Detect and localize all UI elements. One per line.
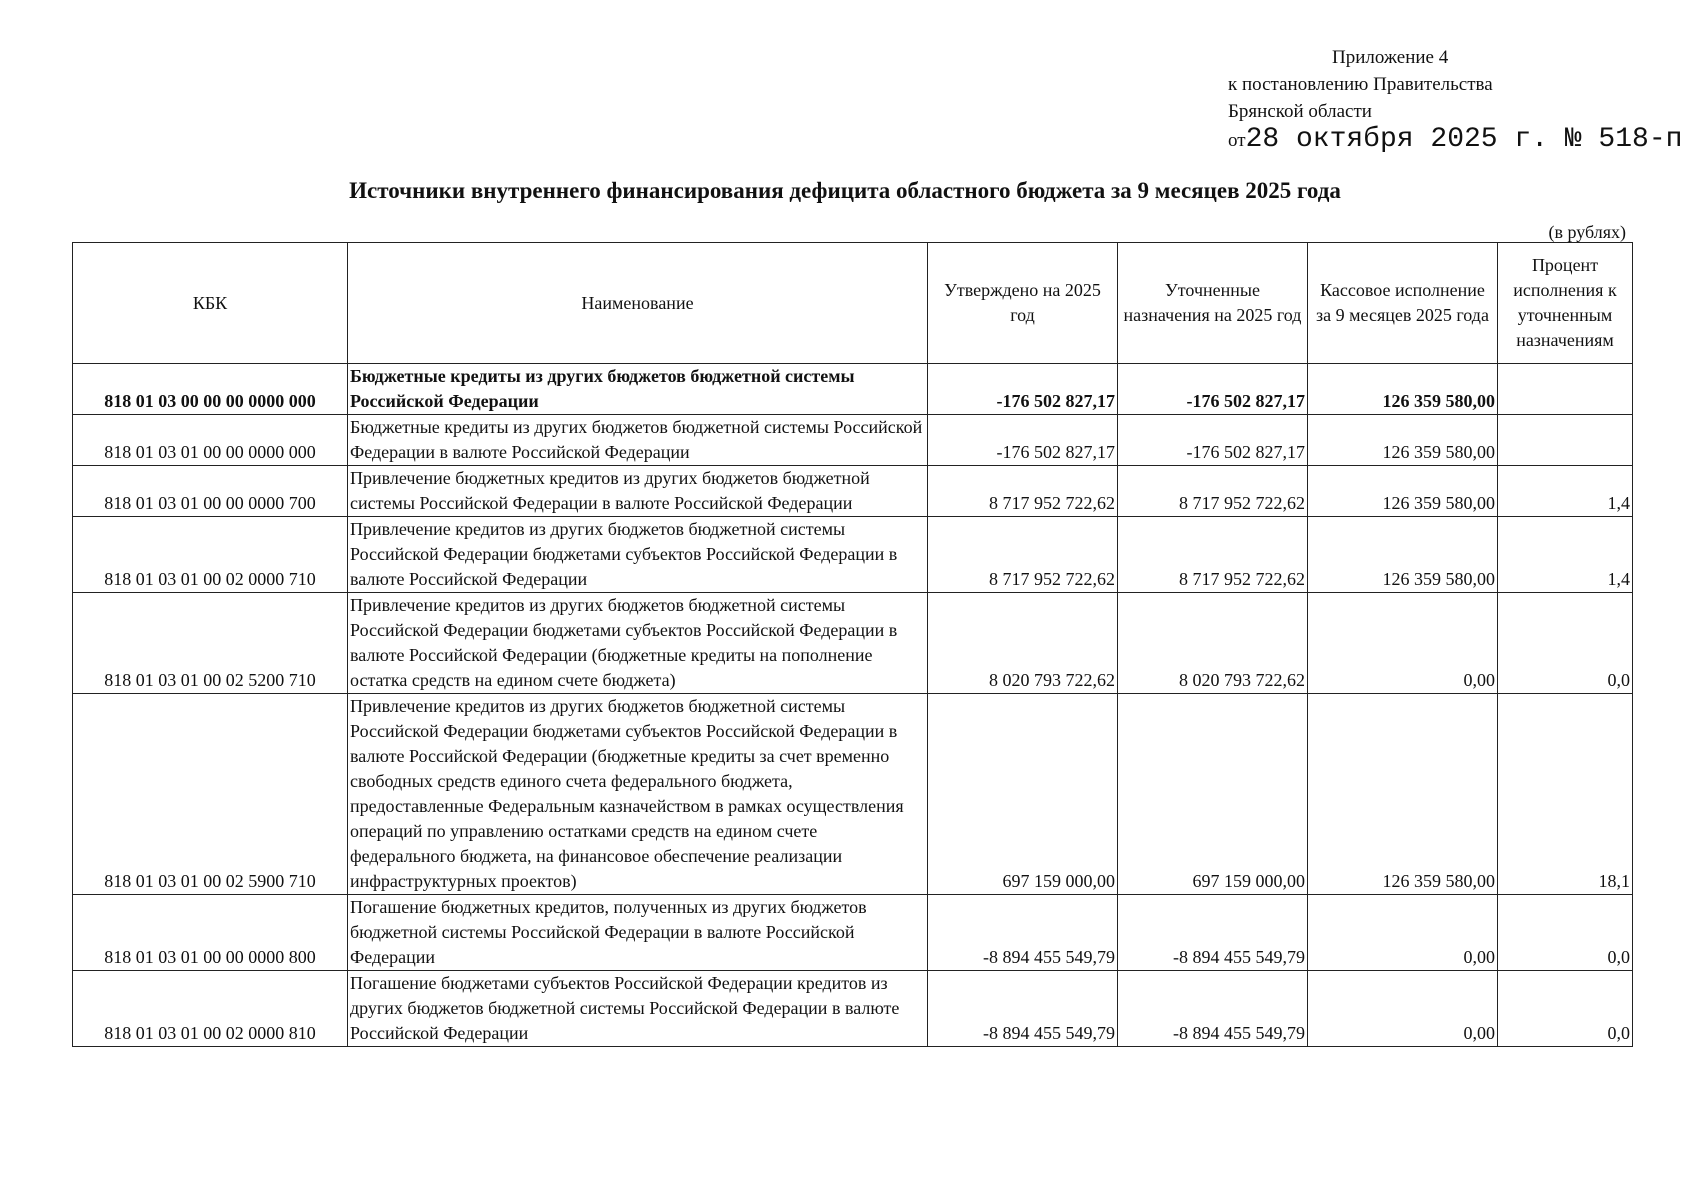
table-header-row (73, 243, 1633, 364)
header-executed: Кассовое исполнение за 9 месяцев 2025 года (1308, 243, 1498, 364)
row-executed: 126 359 580,00 (1308, 364, 1498, 415)
row-refined: 8 020 793 722,62 (1118, 593, 1308, 694)
row-refined: 8 717 952 722,62 (1118, 466, 1308, 517)
table-row (73, 593, 1633, 694)
table-row (73, 364, 1633, 415)
row-name: Бюджетные кредиты из других бюджетов бюджетной системы Российской Федерации в валюте Российской Федерации (348, 415, 928, 466)
header-refined: Уточненные назначения на 2025 год (1118, 243, 1308, 364)
annex-line-region: Брянской области (1228, 101, 1372, 122)
row-refined: 697 159 000,00 (1118, 694, 1308, 895)
row-kbk: 818 01 03 00 00 00 0000 000 (73, 364, 348, 415)
row-kbk: 818 01 03 01 00 00 0000 000 (73, 415, 348, 466)
annex-line-resolution: к постановлению Правительства (1228, 74, 1493, 95)
table-row (73, 517, 1633, 593)
row-refined: 8 717 952 722,62 (1118, 517, 1308, 593)
row-refined: -8 894 455 549,79 (1118, 971, 1308, 1047)
header-approved: Утверждено на 2025 год (928, 243, 1118, 364)
document-title: Источники внутреннего финансирования дефицита областного бюджета за 9 месяцев 2025 года (349, 178, 1341, 203)
table-row (73, 466, 1633, 517)
row-name: Привлечение кредитов из других бюджетов бюджетной системы Российской Федерации бюджетами субъектов Российской Федерации в валюте Российской Федерации (348, 517, 928, 593)
row-kbk: 818 01 03 01 00 00 0000 700 (73, 466, 348, 517)
row-executed: 0,00 (1308, 895, 1498, 971)
row-refined: -176 502 827,17 (1118, 415, 1308, 466)
row-name: Бюджетные кредиты из других бюджетов бюджетной системы Российской Федерации (348, 364, 928, 415)
row-refined: -176 502 827,17 (1118, 364, 1308, 415)
row-percent (1498, 364, 1633, 415)
row-approved: -176 502 827,17 (928, 364, 1118, 415)
row-name: Погашение бюджетных кредитов, полученных из других бюджетов бюджетной системы Российской Федерации в валюте Российской Федерации (348, 895, 928, 971)
row-executed: 126 359 580,00 (1308, 466, 1498, 517)
table-body (73, 364, 1633, 1047)
row-executed: 0,00 (1308, 593, 1498, 694)
row-percent (1498, 415, 1633, 466)
row-kbk: 818 01 03 01 00 00 0000 800 (73, 895, 348, 971)
row-percent: 0,0 (1498, 971, 1633, 1047)
row-approved: -176 502 827,17 (928, 415, 1118, 466)
row-percent: 18,1 (1498, 694, 1633, 895)
row-kbk: 818 01 03 01 00 02 5900 710 (73, 694, 348, 895)
row-percent: 0,0 (1498, 593, 1633, 694)
row-percent: 0,0 (1498, 895, 1633, 971)
row-executed: 126 359 580,00 (1308, 415, 1498, 466)
table-row (73, 694, 1633, 895)
row-name: Привлечение кредитов из других бюджетов бюджетной системы Российской Федерации бюджетами субъектов Российской Федерации в валюте Российской Федерации (бюджетные кредиты за счет временно свободных средств единого счета федерального бюджета, предоставленные Федеральным казначейством в рамках осуществления операций по управлению остатками средств на едином счете федерального бюджета, на финансовое обеспечение реализации инфраструктурных проектов) (348, 694, 928, 895)
header-kbk: КБК (73, 243, 348, 364)
row-approved: -8 894 455 549,79 (928, 895, 1118, 971)
annex-decree-prefix: от (1228, 130, 1246, 151)
row-approved: 8 717 952 722,62 (928, 517, 1118, 593)
row-name: Привлечение бюджетных кредитов из других бюджетов бюджетной системы Российской Федерации в валюте Российской Федерации (348, 466, 928, 517)
annex-line-appendix: Приложение 4 (1332, 47, 1449, 68)
row-refined: -8 894 455 549,79 (1118, 895, 1308, 971)
table-row (73, 415, 1633, 466)
row-name: Погашение бюджетами субъектов Российской Федерации кредитов из других бюджетов бюджетной системы Российской Федерации в валюте Российской Федерации (348, 971, 928, 1047)
row-approved: 697 159 000,00 (928, 694, 1118, 895)
row-executed: 126 359 580,00 (1308, 517, 1498, 593)
table-row (73, 895, 1633, 971)
row-approved: 8 717 952 722,62 (928, 466, 1118, 517)
header-percent: Процент исполнения к уточненным назначениям (1498, 243, 1633, 364)
row-kbk: 818 01 03 01 00 02 0000 710 (73, 517, 348, 593)
row-approved: -8 894 455 549,79 (928, 971, 1118, 1047)
row-percent: 1,4 (1498, 466, 1633, 517)
annex-block (1228, 44, 1682, 154)
annex-decree-date-number: 28 октября 2025 г. № 518-п (1245, 124, 1683, 155)
row-name: Привлечение кредитов из других бюджетов бюджетной системы Российской Федерации бюджетами субъектов Российской Федерации в валюте Российской Федерации (бюджетные кредиты на пополнение остатка средств на едином счете бюджета) (348, 593, 928, 694)
row-executed: 0,00 (1308, 971, 1498, 1047)
row-percent: 1,4 (1498, 517, 1633, 593)
row-kbk: 818 01 03 01 00 02 5200 710 (73, 593, 348, 694)
annex-decree (1228, 126, 1682, 154)
financing-sources-table (72, 242, 1633, 1047)
row-executed: 126 359 580,00 (1308, 694, 1498, 895)
row-approved: 8 020 793 722,62 (928, 593, 1118, 694)
table-row (73, 971, 1633, 1047)
row-kbk: 818 01 03 01 00 02 0000 810 (73, 971, 348, 1047)
header-name: Наименование (348, 243, 928, 364)
units-note: (в рублях) (1548, 222, 1626, 242)
